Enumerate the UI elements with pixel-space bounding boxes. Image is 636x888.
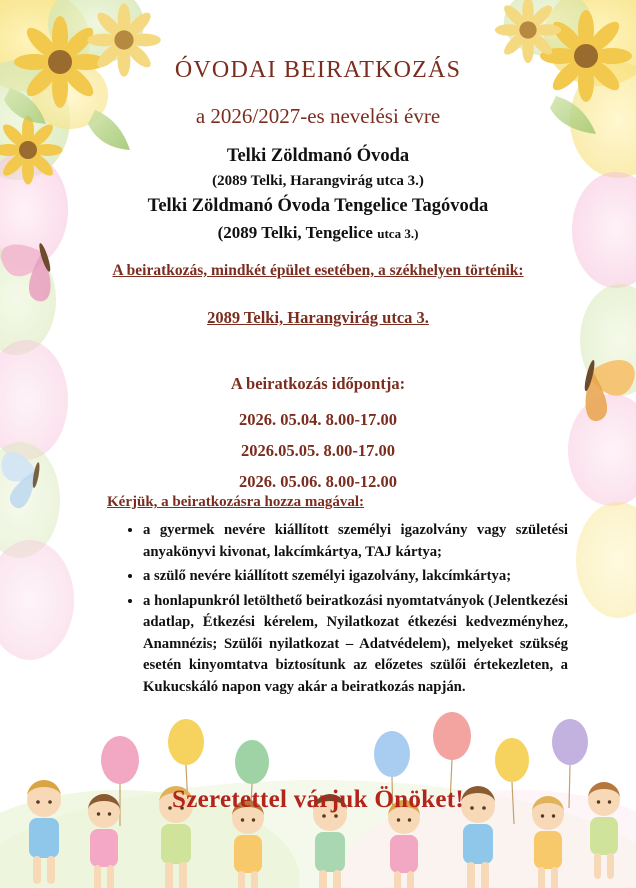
list-item: • a honlapunkról letölthető beiratkozási nyomtatványok (Jelentkezési adatlap, Étkezési kérelem, Nyilatkozat étkezési kedvezményhez, Anamnézis; Szülői nyilatkozat – Adatvédelem), melyeket szükség esetén kinyomtatva biztosítunk az előzetes szülői értekezleten, a Kukucskáló napon vagy akár a beiratkozás napján. bbox=[143, 591, 568, 699]
page-subtitle: a 2026/2027-es nevelési évre bbox=[195, 104, 441, 128]
registration-location-notice: A beiratkozás, mindkét épület esetében, a székhelyen történik: bbox=[112, 262, 524, 279]
institution-address-secondary-main: (2089 Telki, Tengelice bbox=[217, 223, 373, 242]
schedule-item: 2026. 05.06. 8.00-12.00 bbox=[238, 472, 398, 491]
institution-address-primary: (2089 Telki, Harangvirág utca 3.) bbox=[212, 173, 424, 189]
bring-list-title: Kérjük, a beiratkozásra hozza magával: bbox=[107, 494, 365, 510]
list-item: • a gyermek nevére kiállított személyi igazolvány vagy születési anyakönyvi kivonat, lakcímkártya, TAJ kártya; bbox=[143, 520, 568, 563]
institution-name-secondary: Telki Zöldmanó Óvoda Tengelice Tagóvoda bbox=[147, 196, 489, 216]
registration-location-address: 2089 Telki, Harangvirág utca 3. bbox=[207, 308, 429, 327]
institution-address-secondary-small: utca 3.) bbox=[377, 226, 419, 241]
closing-message: Szeretettel várjuk Önöket! bbox=[172, 786, 464, 813]
institution-address-secondary bbox=[0, 220, 636, 246]
schedule-item: 2026.05.05. 8.00-17.00 bbox=[241, 441, 395, 460]
institution-name-primary: Telki Zöldmanó Óvoda bbox=[226, 146, 410, 166]
bring-list bbox=[115, 520, 568, 701]
list-item: • a szülő nevére kiállított személyi igazolvány, lakcímkártya; bbox=[143, 566, 568, 588]
schedule-item: 2026. 05.04. 8.00-17.00 bbox=[238, 410, 398, 429]
schedule-title: A beiratkozás időpontja: bbox=[230, 374, 406, 393]
institution-block bbox=[0, 144, 636, 246]
page-title: ÓVODAI BEIRATKOZÁS bbox=[174, 57, 462, 83]
schedule-list bbox=[0, 404, 636, 497]
